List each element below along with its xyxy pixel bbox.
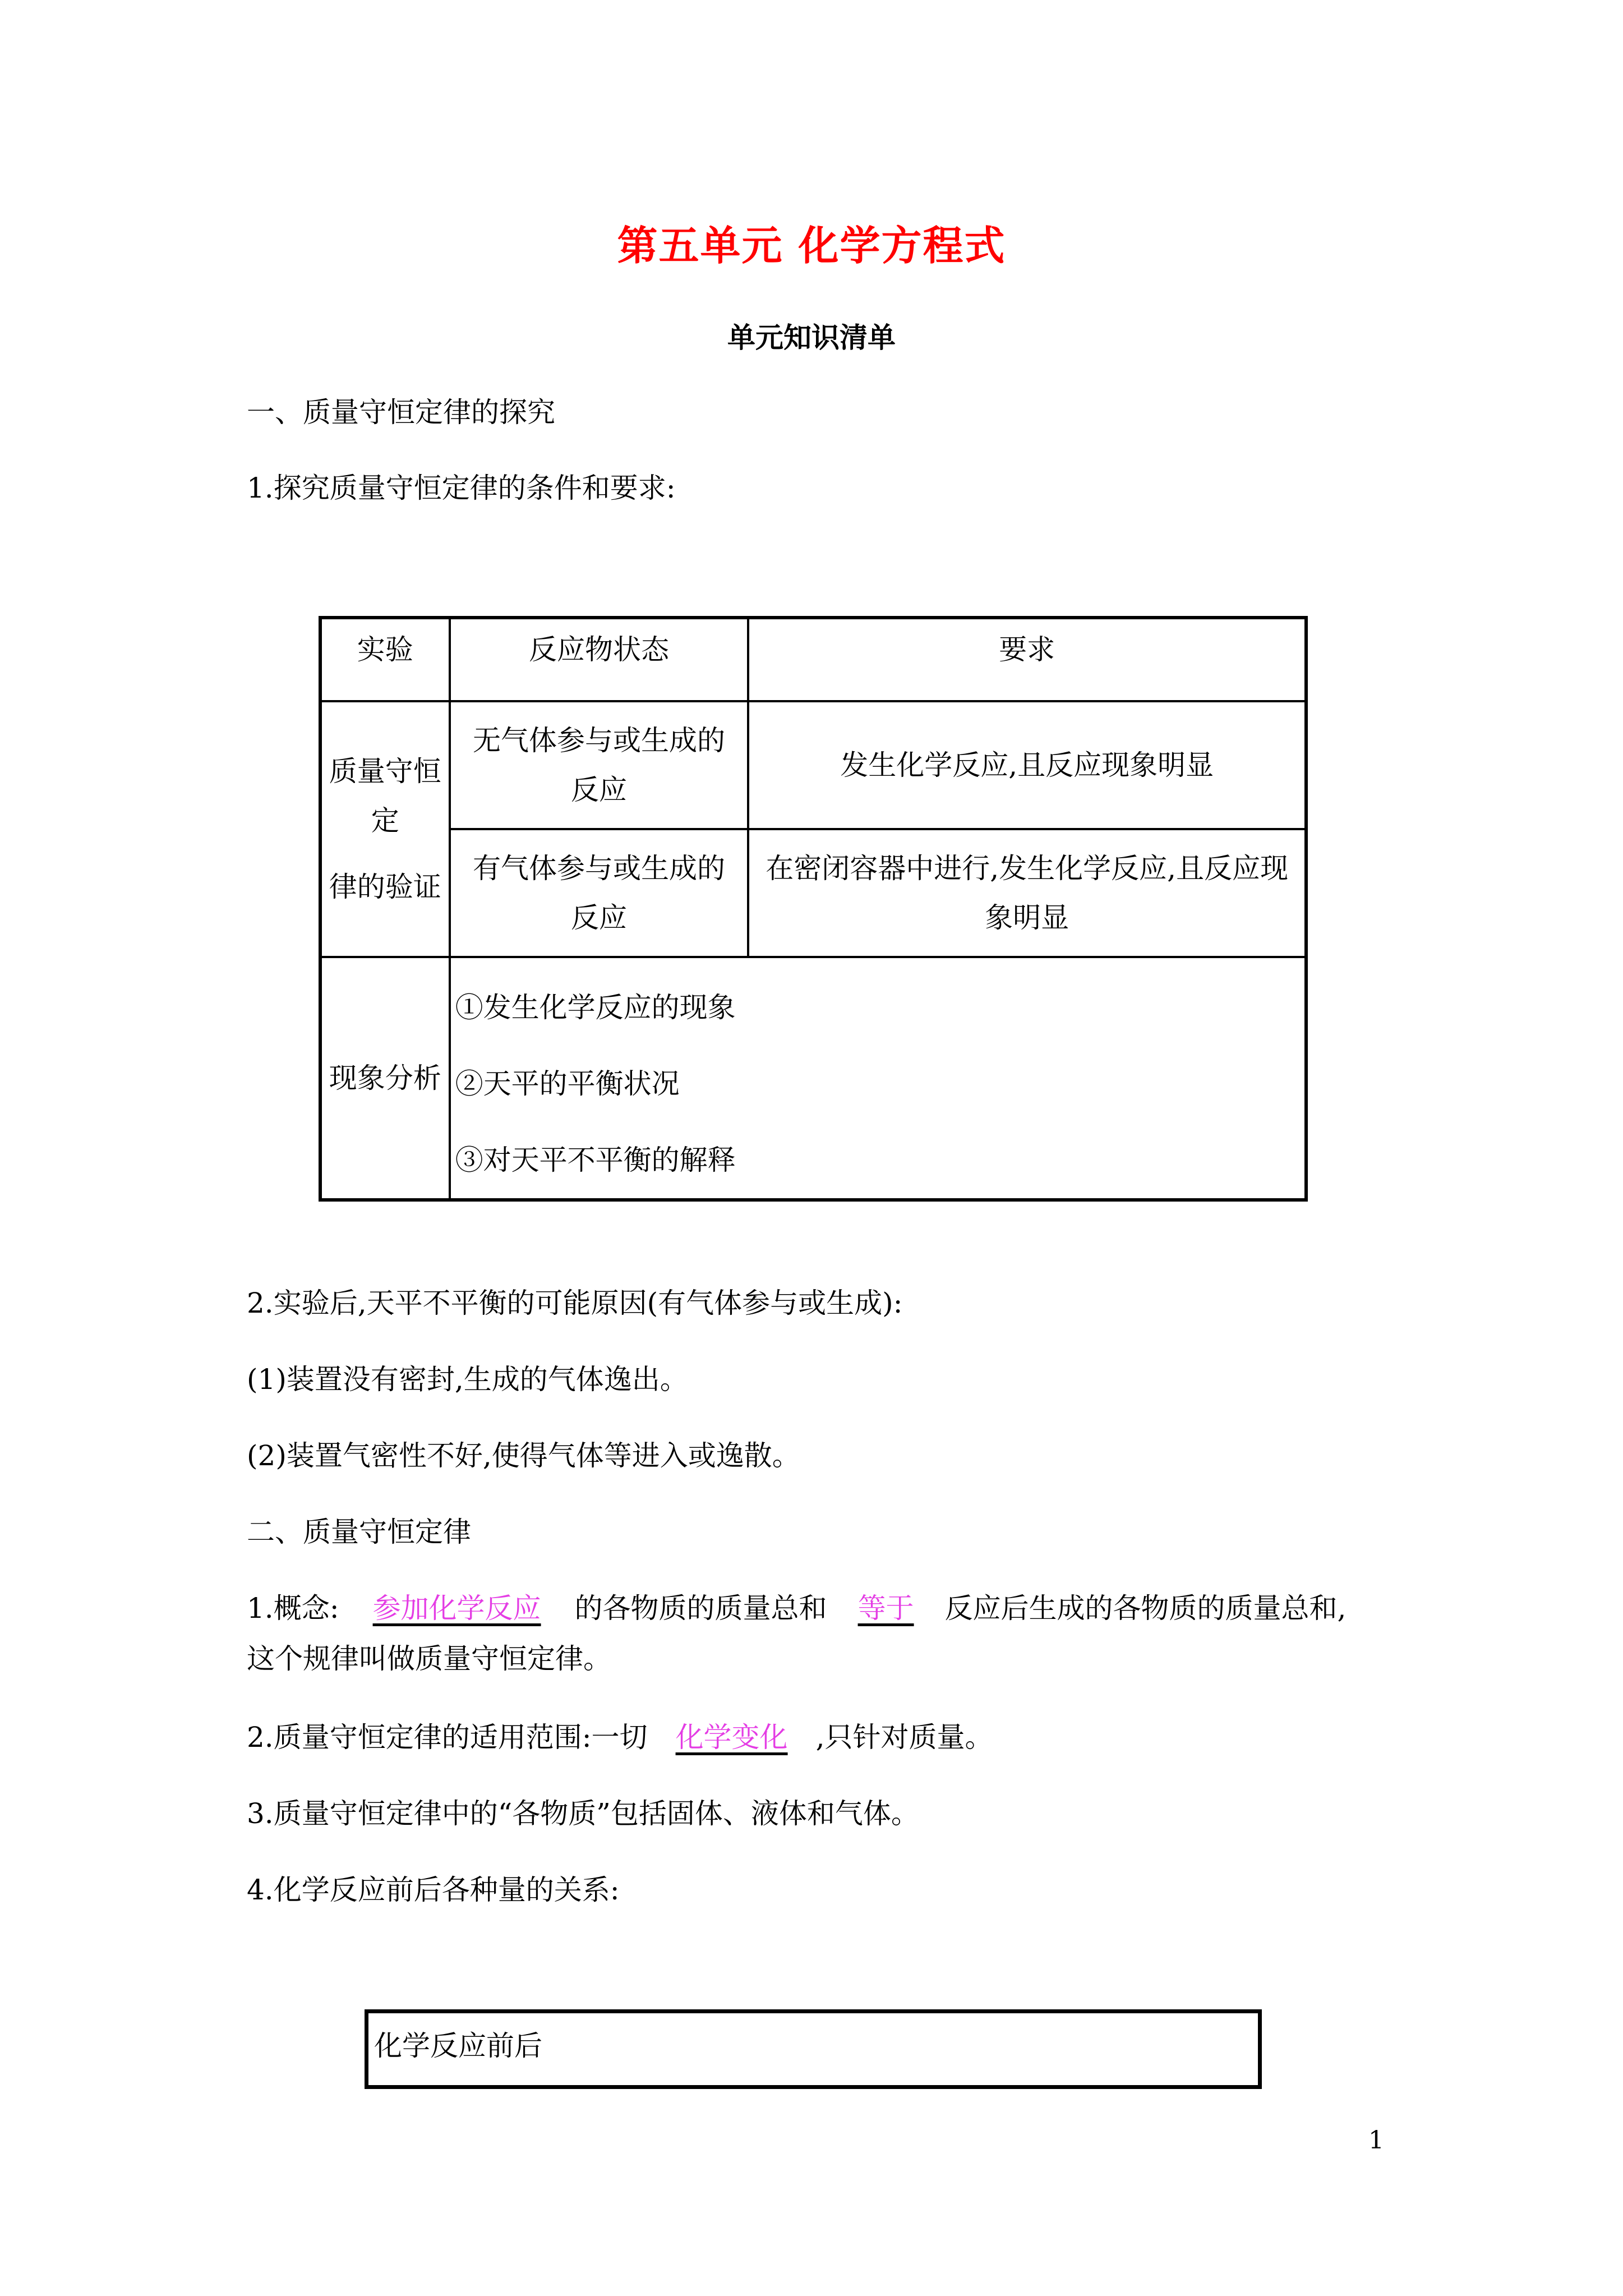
section2-heading: 二、质量守恒定律: [247, 1516, 471, 1548]
page-title: 第五单元 化学方程式: [617, 222, 1006, 269]
requirement-line1: 发生化学反应,且反应现象明显: [840, 749, 1214, 781]
scope-line: [247, 1712, 993, 1763]
analysis-item-2: ②天平的平衡状况: [455, 1068, 680, 1100]
concept-blank-1: 参加化学反应: [372, 1592, 541, 1625]
scope-blank: 化学变化: [675, 1721, 788, 1754]
scope-suffix: ,只针对质量。: [815, 1721, 993, 1754]
header-requirement: 要求: [748, 618, 1306, 701]
requirement-line2: 象明显: [985, 901, 1069, 934]
section1-item2: 2.实验后,天平不平衡的可能原因(有气体参与或生成):: [247, 1287, 903, 1319]
section1-item2b: (2)装置气密性不好,使得气体等进入或逸散。: [247, 1439, 800, 1472]
row-label-line3: 律的验证: [329, 871, 441, 903]
analysis-item-1: ①发生化学反应的现象: [455, 991, 736, 1024]
scope-prefix: 2.质量守恒定律的适用范围:一切: [247, 1721, 648, 1754]
row-label-line2: 定: [371, 804, 399, 837]
requirement-cell: [748, 701, 1306, 829]
section2-item3: 3.质量守恒定律中的“各物质”包括固体、液体和气体。: [247, 1797, 919, 1830]
table-header-row: [321, 618, 1306, 701]
concept-blank-2: 等于: [857, 1592, 914, 1625]
analysis-list: [450, 957, 1306, 1199]
requirement-line1: 在密闭容器中进行,发生化学反应,且反应现: [766, 852, 1289, 885]
state-cell: [450, 701, 749, 829]
page-subtitle: 单元知识清单: [727, 321, 896, 354]
concept-prefix: 1.概念:: [247, 1592, 339, 1625]
table-row: [321, 957, 1306, 1199]
state-cell: [450, 829, 749, 957]
analysis-item-3: ③对天平不平衡的解释: [455, 1144, 736, 1176]
state-line2: 反应: [570, 901, 627, 934]
table-row: [321, 829, 1306, 957]
concept-line2: 这个规律叫做质量守恒定律。: [247, 1642, 611, 1675]
relation-table-label: 化学反应前后: [374, 2030, 542, 2062]
relation-table: [365, 2009, 1262, 2089]
concept-mid: 的各物质的质量总和: [574, 1592, 827, 1625]
concept-line1: [247, 1583, 1346, 1634]
section2-item4: 4.化学反应前后各种量的关系:: [247, 1874, 620, 1906]
section1-item2a: (1)装置没有密封,生成的气体逸出。: [247, 1363, 688, 1396]
row-label-line1: 质量守恒: [329, 755, 441, 788]
state-line2: 反应: [570, 774, 627, 806]
requirement-cell: [748, 829, 1306, 957]
experiment-table: [320, 617, 1307, 1200]
section1-heading: 一、质量守恒定律的探究: [247, 396, 555, 429]
table-row: [321, 701, 1306, 829]
concept-suffix: 反应后生成的各物质的质量总和,: [944, 1592, 1347, 1625]
state-line1: 有气体参与或生成的: [472, 852, 725, 885]
page-number: 1: [1368, 2126, 1384, 2155]
state-line1: 无气体参与或生成的: [472, 724, 725, 757]
header-experiment: 实验: [321, 618, 450, 701]
analysis-label: 现象分析: [321, 957, 450, 1199]
header-state: 反应物状态: [450, 618, 749, 701]
section1-item1: 1.探究质量守恒定律的条件和要求:: [247, 472, 676, 504]
row-label-verification: [321, 701, 450, 957]
